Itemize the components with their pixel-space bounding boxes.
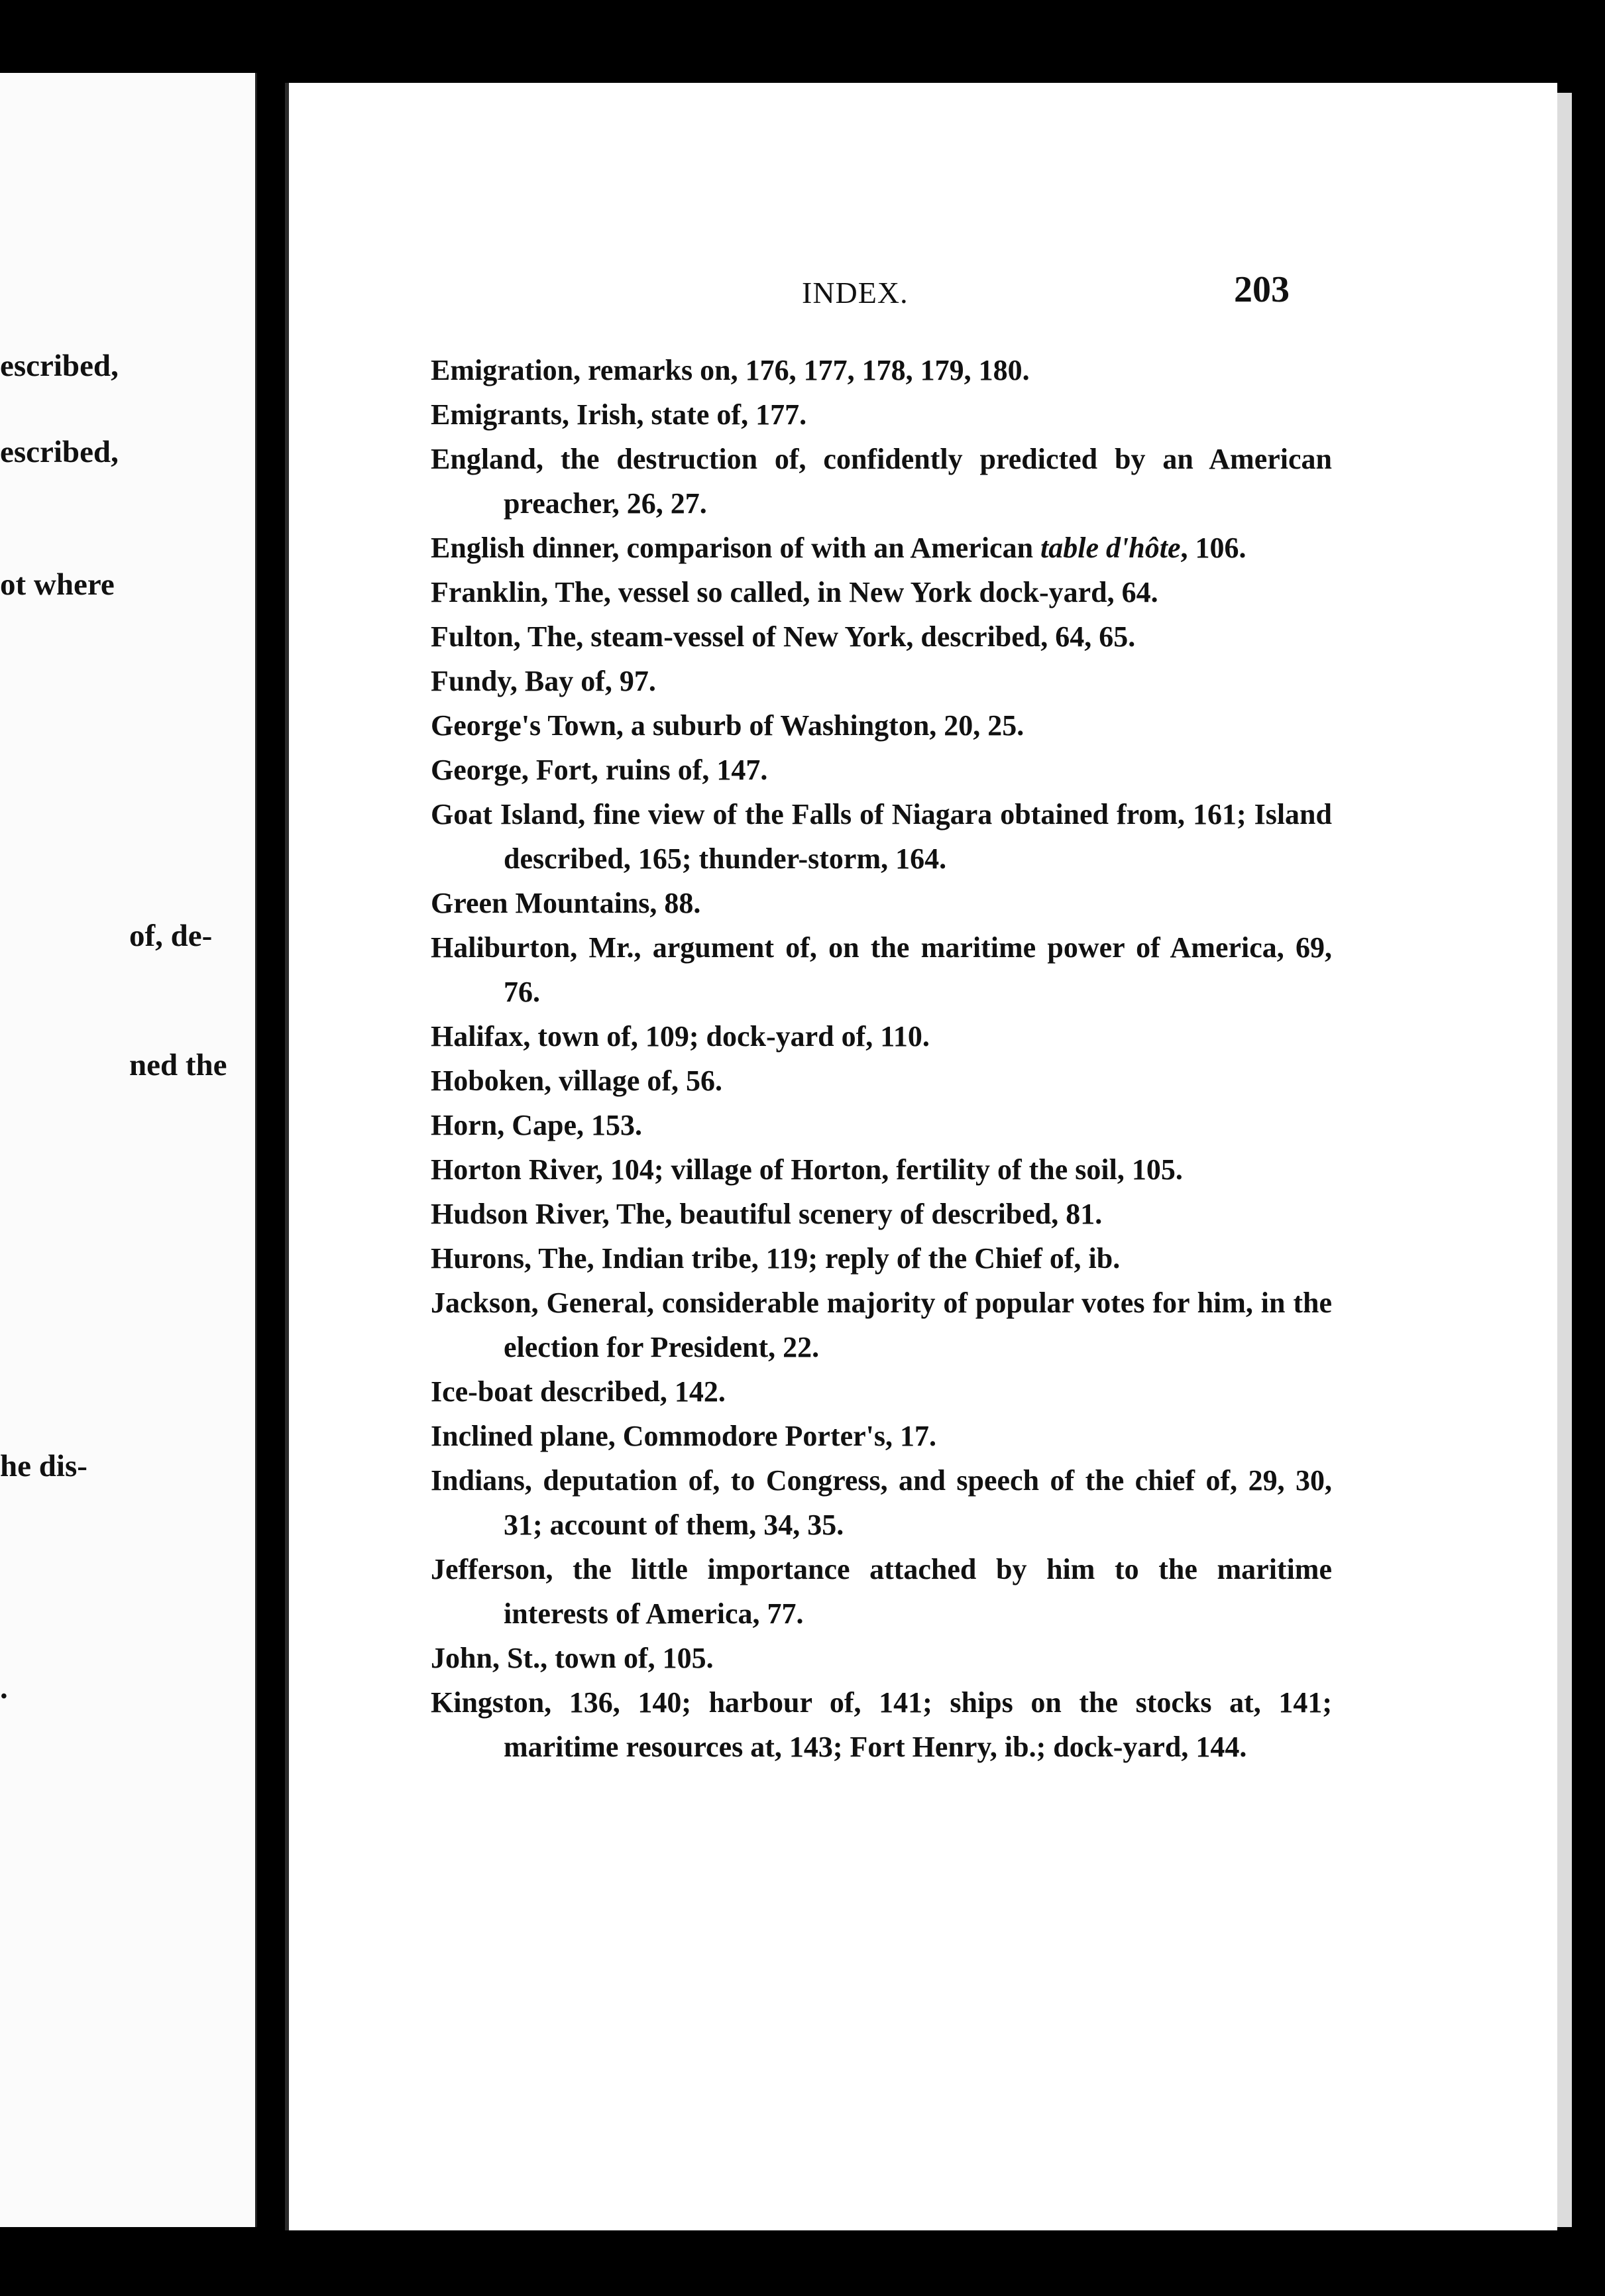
index-entry: Fulton, The, steam-vessel of New York, described, 64, 65. (431, 620, 1136, 653)
index-page (285, 83, 1557, 2230)
index-entry: Horn, Cape, 153. (431, 1109, 642, 1141)
left-fragment-line: of, de- (129, 919, 213, 953)
left-fragment-line: ned the (129, 1048, 227, 1082)
index-entry: Inclined plane, Commodore Porter's, 17. (431, 1420, 937, 1452)
previous-page-fragment (0, 73, 257, 2227)
index-entry: Jefferson, the little importance attached by him to the maritime interests of America, 77. (431, 1553, 1332, 1630)
index-entry: Emigration, remarks on, 176, 177, 178, 179, 180. (431, 354, 1030, 386)
index-entry: Franklin, The, vessel so called, in New York dock-yard, 64. (431, 576, 1158, 608)
left-fragment-line: ot where (0, 567, 115, 602)
index-entry: Hoboken, village of, 56. (431, 1064, 723, 1097)
left-fragment-line: escribed, (0, 349, 119, 383)
index-entry: Horton River, 104; village of Horton, fertility of the soil, 105. (431, 1153, 1183, 1186)
left-fragment-line: . (0, 1671, 8, 1705)
page-header (285, 269, 1557, 328)
index-entry: Emigrants, Irish, state of, 177. (431, 398, 807, 431)
index-entry: Ice-boat described, 142. (431, 1375, 726, 1408)
index-entry: Hudson River, The, beautiful scenery of described, 81. (431, 1198, 1103, 1230)
index-entry: Green Mountains, 88. (431, 887, 701, 919)
index-entry: George, Fort, ruins of, 147. (431, 754, 768, 786)
entry-text: English dinner, comparison of with an American (431, 532, 1041, 564)
index-entries (431, 348, 1332, 1769)
index-entry: Hurons, The, Indian tribe, 119; reply of the Chief of, ib. (431, 1242, 1121, 1275)
index-entry: England, the destruction of, confidently predicted by an American preacher, 26, 27. (431, 443, 1332, 520)
index-entry (431, 526, 1332, 570)
entry-italic-text: table d'hôte (1040, 532, 1181, 564)
left-fragment-line: escribed, (0, 435, 119, 469)
entry-text: , 106. (1180, 532, 1246, 564)
page-number: 203 (1234, 269, 1290, 310)
index-entry: Kingston, 136, 140; harbour of, 141; ships on the stocks at, 141; maritime resources at, 143; Fort Henry, ib.; dock-yard, 144. (431, 1686, 1332, 1763)
running-title: INDEX. (802, 276, 909, 310)
index-entry: Halifax, town of, 109; dock-yard of, 110. (431, 1020, 930, 1053)
index-entry: Jackson, General, considerable majority of popular votes for him, in the election for President, 22. (431, 1287, 1332, 1363)
index-entry: Haliburton, Mr., argument of, on the maritime power of America, 69, 76. (431, 931, 1332, 1008)
left-fragment-line: he dis- (0, 1449, 87, 1483)
index-entry: George's Town, a suburb of Washington, 20, 25. (431, 709, 1024, 742)
index-entry: Goat Island, fine view of the Falls of Niagara obtained from, 161; Island described, 165; thunder-storm, 164. (431, 798, 1332, 875)
index-entry: Fundy, Bay of, 97. (431, 665, 656, 697)
page-edge (1557, 93, 1572, 2227)
index-entry: John, St., town of, 105. (431, 1642, 714, 1674)
index-entry: Indians, deputation of, to Congress, and speech of the chief of, 29, 30, 31; account of them, 34, 35. (431, 1464, 1332, 1541)
